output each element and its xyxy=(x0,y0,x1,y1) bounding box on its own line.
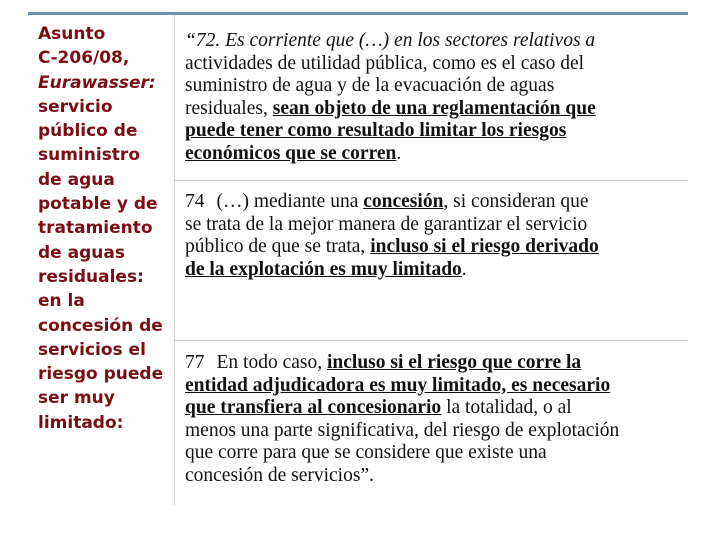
underlined-text: sean objeto de una reglamentación que xyxy=(272,97,596,119)
text-line xyxy=(185,375,685,398)
heading-line: suministro xyxy=(38,145,140,166)
heading-line: concesión de xyxy=(38,315,163,336)
text-line xyxy=(185,120,685,143)
case-heading xyxy=(38,22,173,435)
text-run: . xyxy=(396,142,402,164)
underlined-text: concesión xyxy=(363,191,444,212)
text-run: residuales, xyxy=(185,97,273,119)
heading-line: C‑206/08, xyxy=(38,48,130,69)
heading-line: Eurawasser: xyxy=(38,72,156,93)
text-line xyxy=(185,98,685,121)
text-run: “72. Es corriente que (…) en los sectores relativos a xyxy=(185,30,596,51)
underlined-text: económicos que se corren xyxy=(185,142,397,164)
underlined-text: de la explotación es muy limitado xyxy=(185,258,462,280)
paragraph-number: 74 xyxy=(185,191,205,212)
text-line xyxy=(185,397,685,420)
text-run: la totalidad, o al xyxy=(441,397,572,418)
underlined-text: puede tener como resultado limitar los riesgos xyxy=(185,120,567,141)
text-line: suministro de agua y de la evacuación de aguas xyxy=(185,75,555,96)
heading-line: de aguas xyxy=(38,242,125,263)
text-line xyxy=(185,352,685,375)
text-run: En todo caso, xyxy=(216,352,327,373)
heading-line: ser muy xyxy=(38,388,115,409)
row-divider xyxy=(174,340,688,341)
heading-line: en la xyxy=(38,291,85,312)
text-run: , si consideran que xyxy=(443,191,589,212)
text-line: actividades de utilidad pública, como es el caso del xyxy=(185,52,585,74)
text-line xyxy=(185,30,685,53)
heading-line: potable y de xyxy=(38,194,158,215)
heading-line: limitado: xyxy=(38,412,124,433)
text-line xyxy=(185,143,685,166)
heading-line: servicios el xyxy=(38,339,146,360)
top-rule xyxy=(28,12,688,15)
underlined-text: incluso si el riesgo derivado xyxy=(370,236,599,257)
underlined-text: incluso si el riesgo que corre la xyxy=(326,352,582,373)
text-run: (…) mediante una xyxy=(216,191,364,212)
text-run: público de que se trata, xyxy=(185,236,371,257)
quote-paragraph-72 xyxy=(185,30,685,165)
text-line: se trata de la mejor manera de garantizar el servicio xyxy=(185,213,588,235)
text-line: que corre para que se considere que existe una xyxy=(185,442,547,463)
text-line: concesión de servicios”. xyxy=(185,464,374,486)
heading-line: servicio xyxy=(38,96,113,117)
heading-line: tratamiento xyxy=(38,218,153,239)
heading-line: Asunto xyxy=(38,24,106,44)
underlined-text: que transfiera al concesionario xyxy=(185,397,442,418)
heading-line: público de xyxy=(38,121,138,142)
text-line xyxy=(185,236,685,259)
row-divider xyxy=(174,180,688,181)
text-line xyxy=(185,259,685,282)
underlined-text: entidad adjudicadora es muy limitado, es necesario xyxy=(185,374,611,396)
quote-paragraph-77 xyxy=(185,352,685,487)
heading-line: residuales: xyxy=(38,266,144,287)
text-line: menos una parte significativa, del riesgo de explotación xyxy=(185,419,620,441)
quote-paragraph-74 xyxy=(185,191,685,281)
heading-line: de agua xyxy=(38,169,115,190)
column-divider xyxy=(174,15,175,505)
heading-line: riesgo puede xyxy=(38,364,164,385)
text-run: . xyxy=(461,258,467,280)
paragraph-number: 77 xyxy=(185,352,205,373)
text-line xyxy=(185,191,685,214)
